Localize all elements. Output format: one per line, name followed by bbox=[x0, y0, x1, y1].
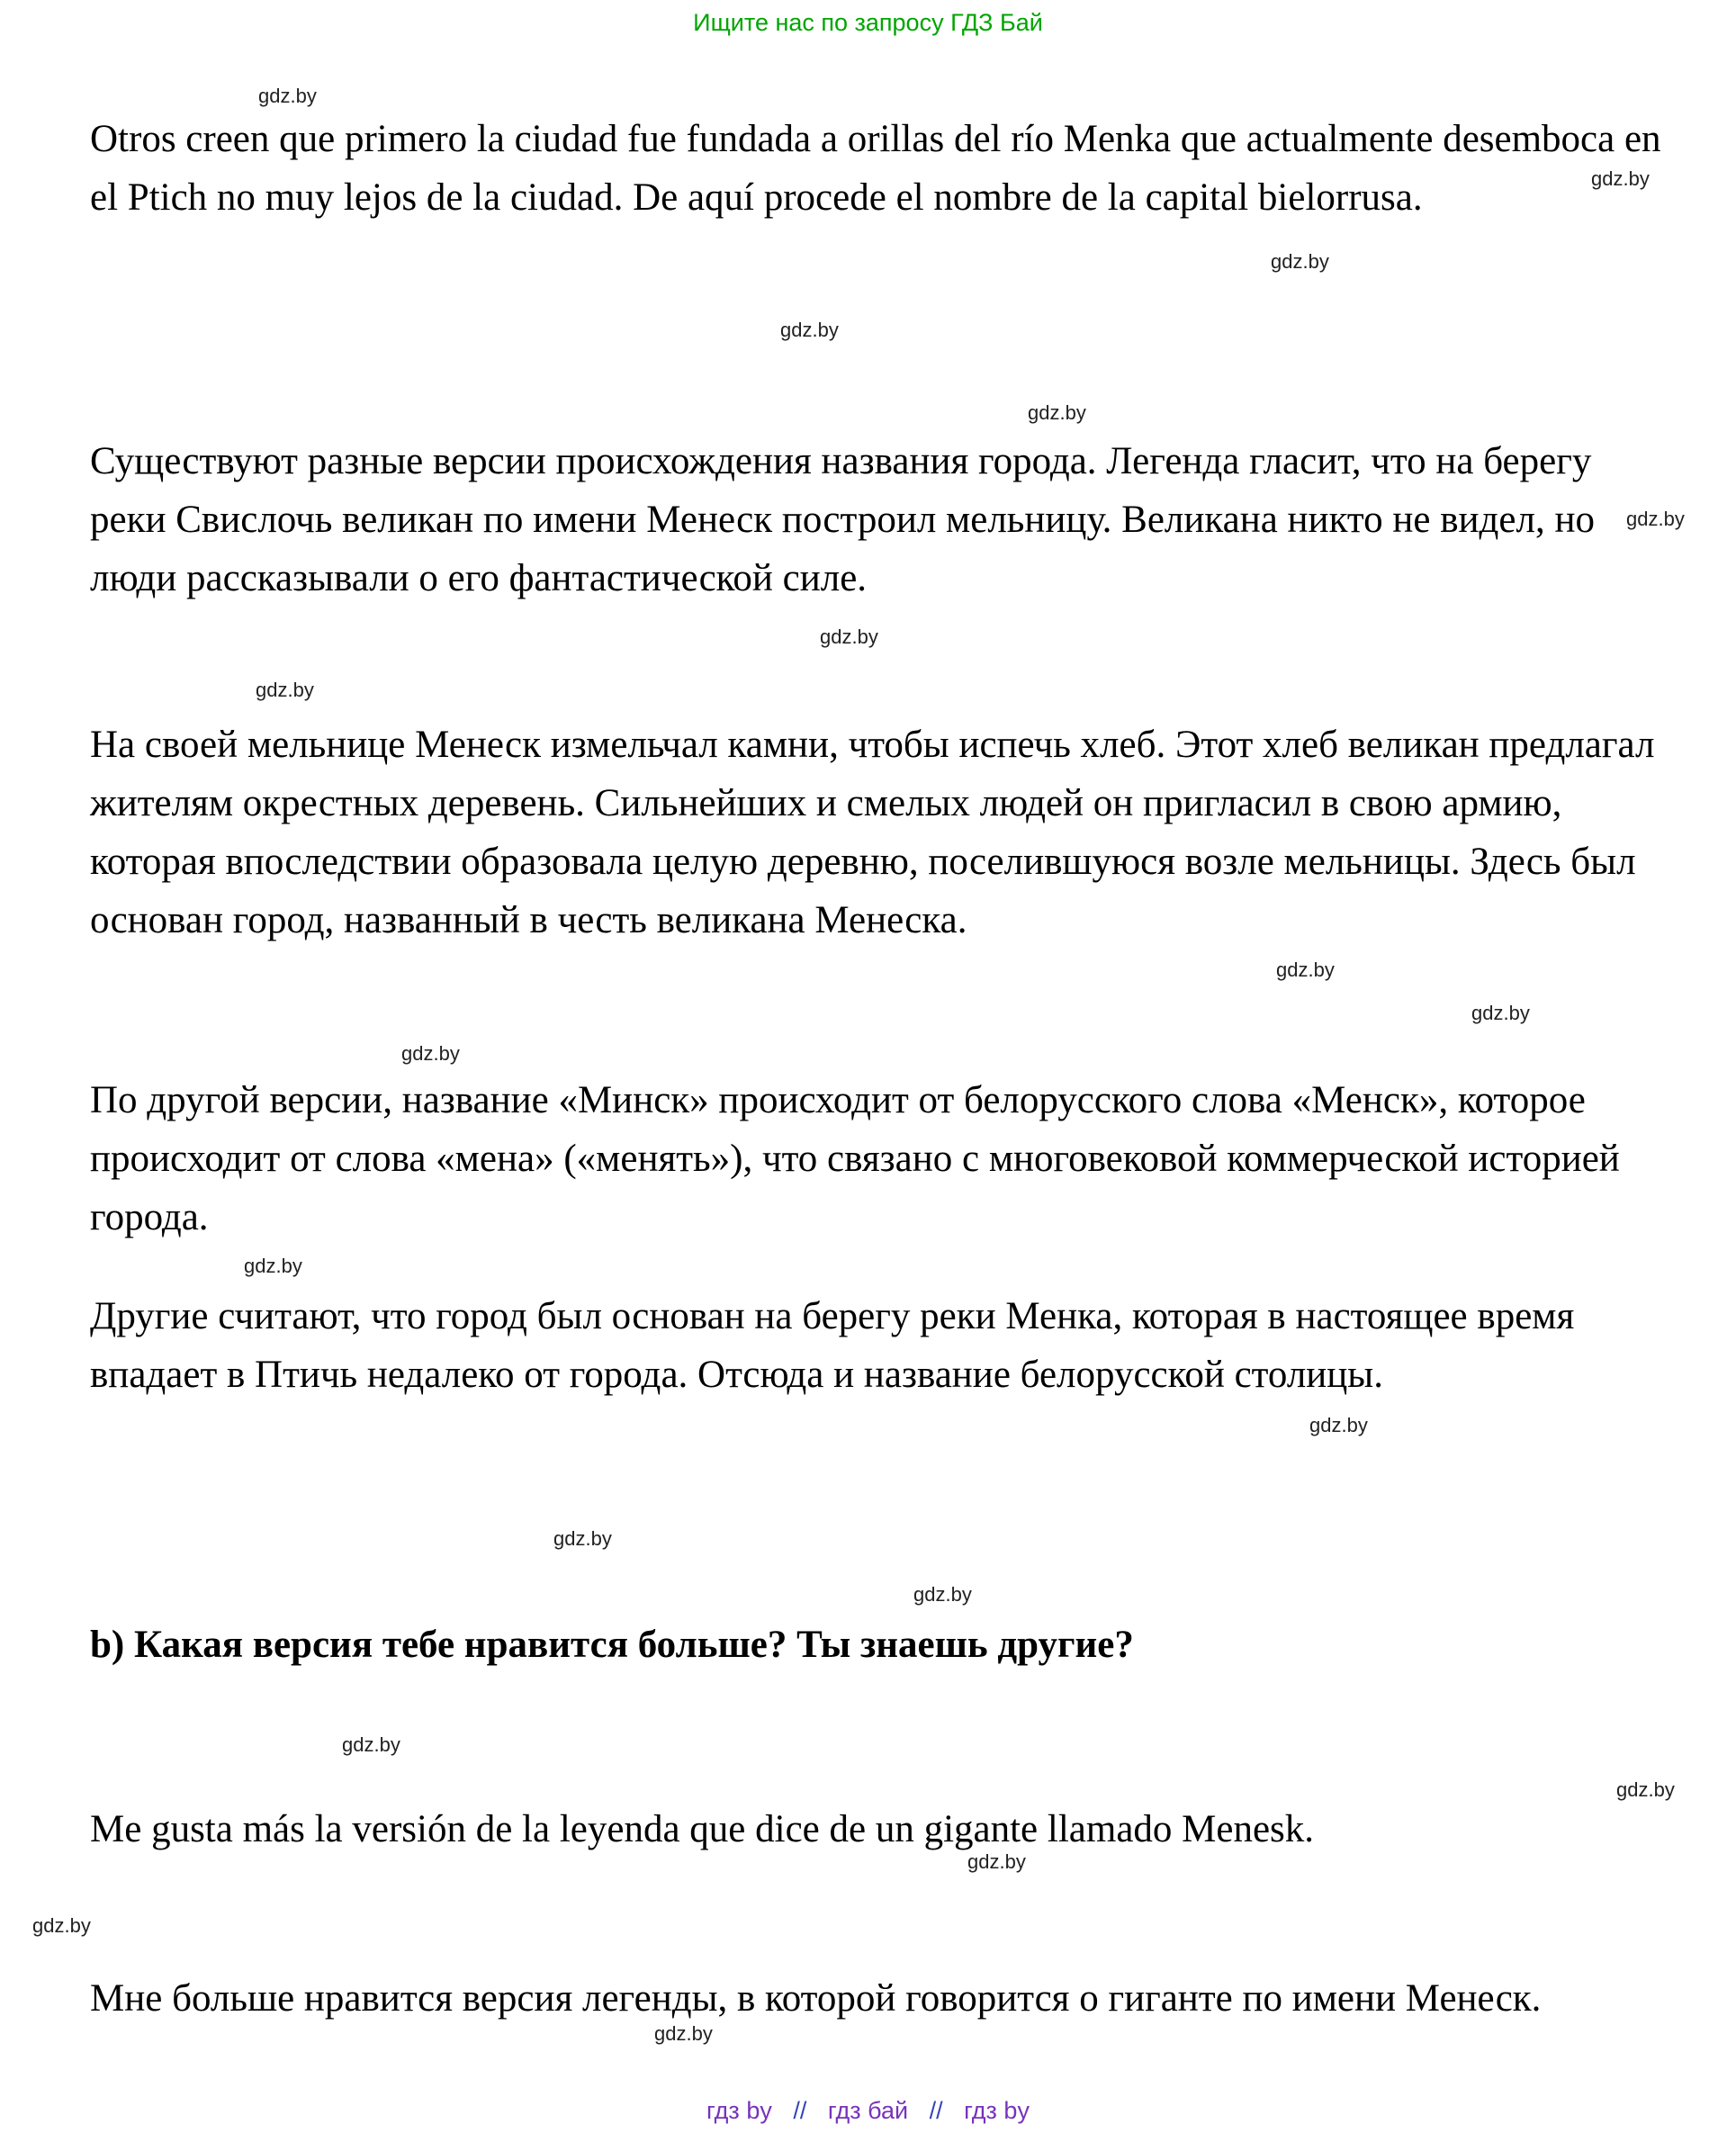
watermark: gdz.by bbox=[1591, 167, 1650, 190]
watermark: gdz.by bbox=[401, 1042, 460, 1065]
paragraph-russian-menka-version: Другие считают, что город был основан на берегу реки Менка, которая в настоящее время впадает в Птичь недалеко от города. Отсюда и название белорусской столицы. bbox=[90, 1295, 1575, 1396]
watermark: gdz.by bbox=[967, 1850, 1026, 1873]
watermark: gdz.by bbox=[553, 1527, 612, 1550]
footer-separator: // bbox=[929, 2097, 943, 2124]
footer-link-3[interactable]: гдз by bbox=[964, 2097, 1030, 2124]
watermark: gdz.by bbox=[913, 1583, 972, 1606]
watermark: gdz.by bbox=[780, 319, 839, 341]
watermark: gdz.by bbox=[256, 679, 314, 701]
paragraph-russian-mill-story: На своей мельнице Менеск измельчал камни, чтобы испечь хлеб. Этот хлеб великан предлагал жителям окрестных деревень. Сильнейших и смелых людей он пригласил в свою армию, которая впоследствии образовала целую деревню, поселившуюся возле мельницы. Здесь был основан город, названный в честь великана Менеска. bbox=[90, 724, 1655, 941]
watermark: gdz.by bbox=[1626, 508, 1685, 530]
watermark: gdz.by bbox=[1276, 958, 1335, 981]
watermark: gdz.by bbox=[1616, 1778, 1675, 1801]
watermark: gdz.by bbox=[1309, 1414, 1368, 1436]
footer-separator: // bbox=[793, 2097, 807, 2124]
watermark: gdz.by bbox=[820, 626, 878, 648]
answer-russian: Мне больше нравится версия легенды, в которой говорится о гиганте по имени Менеск. bbox=[90, 1977, 1542, 2020]
watermark: gdz.by bbox=[32, 1914, 91, 1937]
footer-link-1[interactable]: гдз by bbox=[706, 2097, 772, 2124]
watermark: gdz.by bbox=[654, 2022, 713, 2045]
watermark: gdz.by bbox=[1028, 401, 1086, 424]
footer bbox=[0, 2097, 1736, 2125]
watermark: gdz.by bbox=[1271, 250, 1329, 273]
footer-link-2[interactable]: гдз бай bbox=[827, 2097, 909, 2124]
question-heading: b) Какая версия тебе нравится больше? Ты знаешь другие? bbox=[90, 1624, 1134, 1666]
paragraph-russian-legend-intro: Существуют разные версии происхождения названия города. Легенда гласит, что на берегу реки Свислочь великан по имени Менеск построил мельницу. Великана никто не видел, но люди рассказывали о его фантастической силе. bbox=[90, 440, 1595, 599]
header-promo-text: Ищите нас по запросу ГДЗ Бай bbox=[693, 9, 1043, 36]
watermark: gdz.by bbox=[342, 1733, 400, 1756]
paragraph-russian-mensk-version: По другой версии, название «Минск» происходит от белорусского слова «Менск», которое происходит от слова «мена» («менять»), что связано с многовековой коммерческой историей города. bbox=[90, 1079, 1620, 1238]
watermark: gdz.by bbox=[1471, 1002, 1530, 1024]
answer-spanish: Me gusta más la versión de la leyenda que dice de un gigante llamado Menesk. bbox=[90, 1808, 1315, 1850]
watermark: gdz.by bbox=[258, 85, 317, 107]
paragraph-spanish-origin: Otros creen que primero la ciudad fue fundada a orillas del río Menka que actualmente desemboca en el Ptich no muy lejos de la ciudad. De aquí procede el nombre de la capital bielorrusa. bbox=[90, 118, 1661, 219]
watermark: gdz.by bbox=[244, 1255, 302, 1277]
